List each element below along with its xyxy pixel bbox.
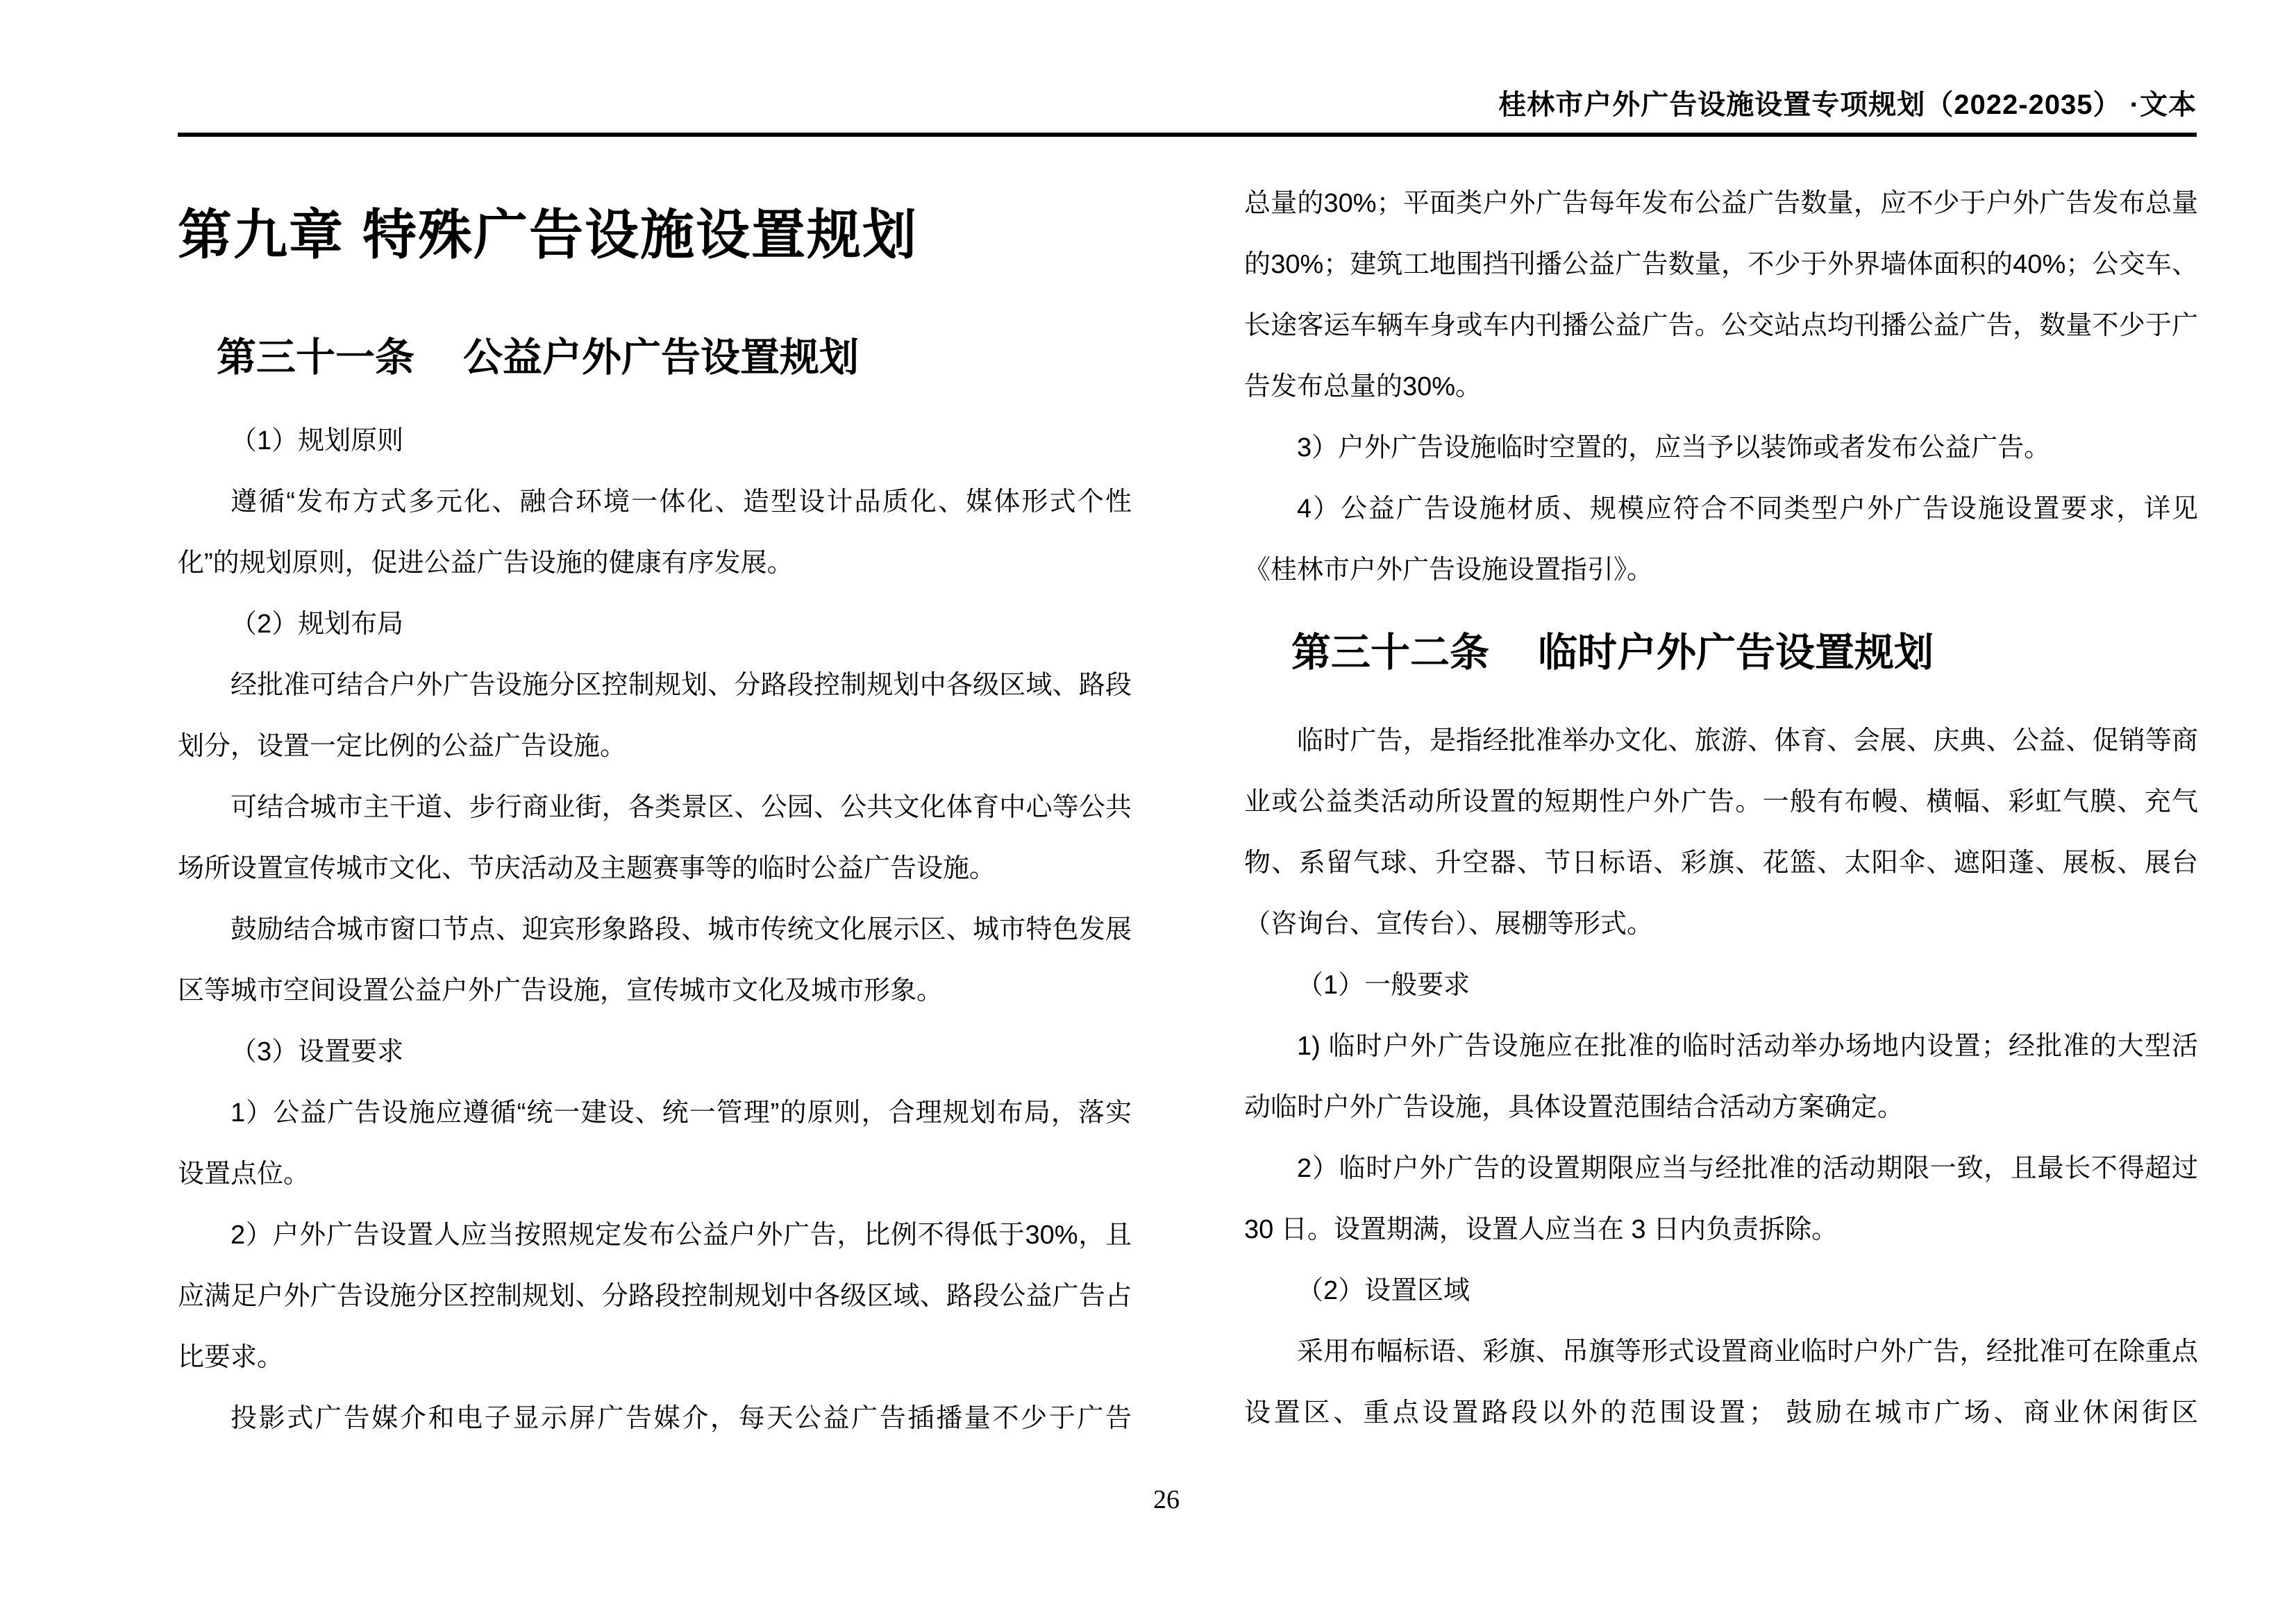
right-column	[1244, 167, 2198, 1443]
chapter-label: 第九章	[178, 204, 345, 265]
paragraph: 2）户外广告设置人应当按照规定发布公益户外广告，比例不得低于30%，且应满足户外广告设施分区控制规划、分路段控制规划中各级区域、路段公益广告占比要求。	[178, 1221, 1132, 1372]
paragraph: （1）规划原则	[231, 426, 404, 455]
page-header-title: 桂林市户外广告设施设置专项规划（2022-2035） ·文本	[1498, 90, 2197, 120]
paragraph: 投影式广告媒介和电子显示屏广告媒介，每天公益广告插播量不少于广告	[231, 1404, 1132, 1433]
paragraph: （2）设置区域	[1297, 1276, 1470, 1305]
paragraph: 遵循“发布方式多元化、融合环境一体化、造型设计品质化、媒体形式个性化”的规划原则，促进公益广告设施的健康有序发展。	[178, 487, 1132, 578]
paragraph: 2）临时户外广告的设置期限应当与经批准的活动期限一致，且最长不得超过 30 日。设置期满，设置人应当在 3 日内负责拆除。	[1244, 1154, 2198, 1244]
paragraph: 经批准可结合户外广告设施分区控制规划、分路段控制规划中各级区域、路段划分，设置一定比例的公益广告设施。	[178, 671, 1132, 761]
header-rule	[178, 133, 2197, 137]
paragraph: （1）一般要求	[1297, 971, 1470, 1000]
paragraph: （3）设置要求	[231, 1037, 404, 1066]
page-number: 26	[1153, 1485, 1180, 1514]
section-31-title: 公益户外广告设置规划	[463, 335, 859, 380]
paragraph: （2）规划布局	[231, 610, 404, 639]
paragraph: 3）户外广告设施临时空置的，应当予以装饰或者发布公益广告。	[1297, 433, 2051, 462]
section-32-heading	[1291, 618, 2198, 687]
paragraph: 总量的30%；平面类户外广告每年发布公益广告数量，应不少于户外广告发布总量的30%；建筑工地围挡刊播公益广告数量，不少于外界墙体面积的40%；公交车、长途客运车辆车身或车内刊播公益广告。公交站点均刊播公益广告，数量不少于广告发布总量的30%。	[1244, 189, 2198, 401]
section-32-label: 第三十二条	[1291, 630, 1489, 675]
paragraph: 采用布幅标语、彩旗、吊旗等形式设置商业临时户外广告，经批准可在除重点设置区、重点设置路段以外的范围设置； 鼓励在城市广场、商业休闲街区	[1244, 1337, 2198, 1428]
chapter-heading	[178, 200, 1132, 269]
section-31-label: 第三十一条	[217, 335, 414, 380]
paragraph: 可结合城市主干道、步行商业街，各类景区、公园、公共文化体育中心等公共场所设置宣传城市文化、节庆活动及主题赛事等的临时公益广告设施。	[178, 793, 1132, 883]
paragraph: 1）公益广告设施应遵循“统一建设、统一管理”的原则，合理规划布局，落实设置点位。	[178, 1098, 1132, 1189]
section-31-heading	[217, 323, 1132, 392]
left-column	[178, 167, 1132, 1449]
paragraph: 鼓励结合城市窗口节点、迎宾形象路段、城市传统文化展示区、城市特色发展区等城市空间设置公益户外广告设施，宣传城市文化及城市形象。	[178, 915, 1132, 1005]
paragraph: 1) 临时户外广告设施应在批准的临时活动举办场地内设置；经批准的大型活动临时户外广告设施，具体设置范围结合活动方案确定。	[1244, 1032, 2198, 1122]
paragraph: 4）公益广告设施材质、规模应符合不同类型户外广告设施设置要求，详见《桂林市户外广告设施设置指引》。	[1244, 494, 2198, 585]
chapter-title: 特殊广告设施设置规划	[362, 204, 919, 265]
paragraph: 临时广告，是指经批准举办文化、旅游、体育、会展、庆典、公益、促销等商业或公益类活动所设置的短期性户外广告。一般有布幔、横幅、彩虹气膜、充气物、系留气球、升空器、节日标语、彩旗、花篮、太阳伞、遮阳蓬、展板、展台（咨询台、宣传台）、展棚等形式。	[1244, 726, 2198, 939]
section-32-title: 临时户外广告设置规划	[1538, 630, 1934, 675]
